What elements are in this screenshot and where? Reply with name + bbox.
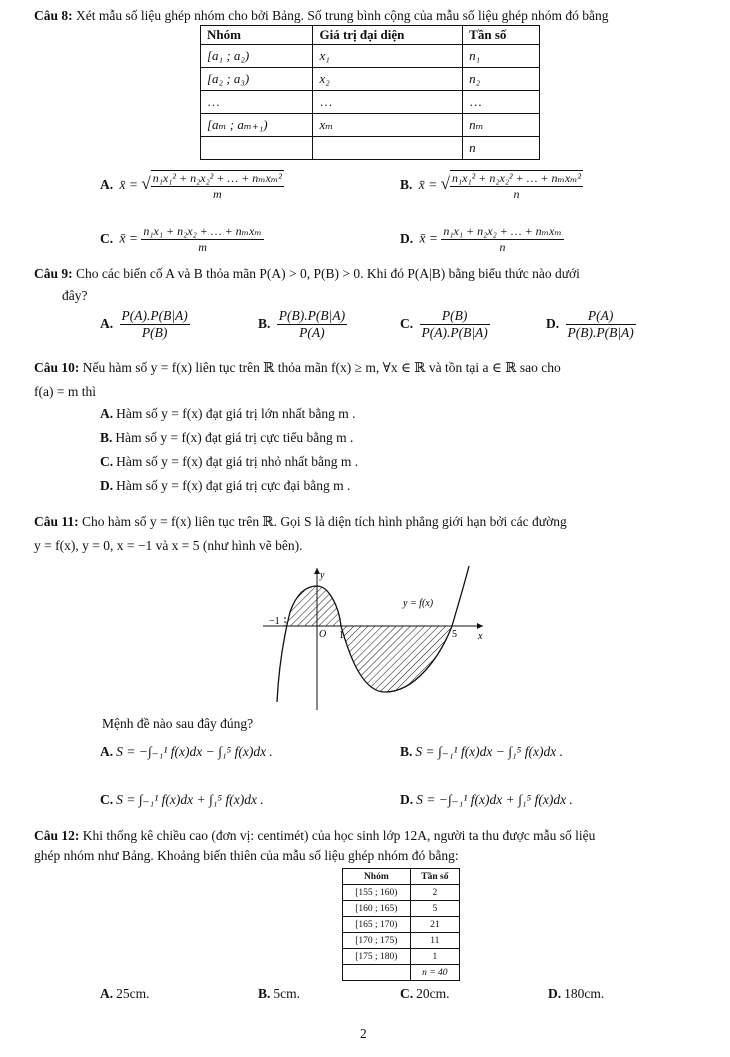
q11-text2: y = f(x), y = 0, x = −1 và x = 5 (như hình vẽ bên). (34, 538, 303, 553)
q10-option-c[interactable]: C. Hàm số y = f(x) đạt giá trị nhỏ nhất bằng m . (100, 454, 359, 469)
table-row: [aₘ ; aₘ₊₁) xₘ nₘ (201, 114, 540, 137)
table-row: n (201, 137, 540, 160)
q11-option-c[interactable]: C. S = ∫₋₁¹ f(x)dx + ∫₁⁵ f(x)dx . (100, 792, 264, 807)
q8-option-b[interactable]: B. x̄ = √ $\frac{\text{n₁x₁² + n₂x₂² + … + nₘxₘ²}}{n}$ (400, 171, 582, 201)
table-row: [a₁ ; a₂) x₁ n₁ (201, 45, 540, 68)
q12-option-c[interactable]: C. 20cm. (400, 986, 450, 1001)
table-header: Nhóm (201, 26, 313, 45)
q12-option-d[interactable]: D. 180cm. (548, 986, 605, 1001)
tick-5: 5 (452, 629, 457, 640)
q12-text2: ghép nhóm như Bảng. Khoảng biến thiên của mẫu số liệu ghép nhóm đó bằng: (34, 848, 459, 863)
q9-stem (34, 266, 580, 282)
q8-table (200, 25, 540, 160)
y-axis-label: y (320, 570, 325, 581)
origin-label: O (319, 629, 327, 640)
page-number: 2 (360, 1026, 367, 1041)
q10-text: Nếu hàm số y = f(x) liên tục trên ℝ thỏa mãn f(x) ≥ m, ∀x ∈ ℝ và tồn tại a ∈ ℝ sao cho (82, 360, 561, 375)
q9-text2: đây? (62, 288, 88, 303)
table-row: [a₂ ; a₃) x₂ n₂ (201, 68, 540, 91)
q9-text: Cho các biến cố A và B thỏa mãn P(A) > 0, P(B) > 0. Khi đó P(A|B) bằng biểu thức nào dưới (76, 266, 580, 281)
q8-label: Câu 8: (34, 8, 73, 23)
q9-option-c[interactable]: C. $\frac{P(B)}{P(A).P(B|A)}$ (400, 308, 488, 340)
q12-text: Khi thống kê chiều cao (đơn vị: centimét) của học sinh lớp 12A, người ta thu được mẫu số liệu (82, 828, 596, 843)
table-row: [165 ; 170) 21 (343, 917, 460, 933)
q8-text: Xét mẫu số liệu ghép nhóm cho bởi Bảng. Số trung bình cộng của mẫu số liệu ghép nhóm đó bằng (76, 8, 609, 23)
q12-table (342, 868, 460, 981)
table-row: [175 ; 180) 1 (343, 949, 460, 965)
q11-label: Câu 11: (34, 514, 79, 529)
q10-label: Câu 10: (34, 360, 80, 375)
q9-option-d[interactable]: D. $\frac{P(A)}{P(B).P(B|A)}$ (546, 308, 634, 340)
q12-label: Câu 12: (34, 828, 80, 843)
q11-graph (255, 562, 490, 712)
table-row: [170 ; 175) 11 (343, 933, 460, 949)
q12-option-a[interactable]: A. 25cm. (100, 986, 150, 1001)
tick-neg1: −1 (269, 616, 280, 627)
q8-option-c[interactable]: C. x̄ = $\frac{\text{n₁x₁ + n₂x₂ + … + nₘxₘ}}{m}$ (100, 224, 262, 254)
q11-option-d[interactable]: D. S = −∫₋₁¹ f(x)dx + ∫₁⁵ f(x)dx . (400, 792, 573, 807)
curve-label: y = f(x) (403, 598, 434, 609)
q8-stem (34, 8, 608, 24)
q12-option-b[interactable]: B. 5cm. (258, 986, 301, 1001)
q10-text2: f(a) = m thì (34, 384, 96, 399)
q11-option-b[interactable]: B. S = ∫₋₁¹ f(x)dx − ∫₁⁵ f(x)dx . (400, 744, 563, 759)
q10-option-a[interactable]: A. Hàm số y = f(x) đạt giá trị lớn nhất bằng m . (100, 406, 356, 421)
table-header: Tần số (463, 26, 540, 45)
q9-option-b[interactable]: B. $\frac{P(B).P(B|A)}{P(A)}$ (258, 308, 346, 340)
q11-text: Cho hàm số y = f(x) liên tục trên ℝ. Gọi S là diện tích hình phẳng giới hạn bởi các đường (82, 514, 567, 529)
q10-option-b[interactable]: B. Hàm số y = f(x) đạt giá trị cực tiểu bằng m . (100, 430, 354, 445)
table-row: [155 ; 160) 2 (343, 885, 460, 901)
q9-option-a[interactable]: A. $\frac{P(A).P(B|A)}{P(B)}$ (100, 308, 188, 340)
table-row: … … … (201, 91, 540, 114)
q10-stem (34, 360, 561, 376)
q11-question: Mệnh đề nào sau đây đúng? (102, 716, 254, 731)
q11-stem (34, 514, 567, 530)
table-row: [160 ; 165) 5 (343, 901, 460, 917)
shaded-region-left (285, 586, 341, 626)
q9-label: Câu 9: (34, 266, 73, 281)
table-header: Giá trị đại diện (313, 26, 463, 45)
q12-stem (34, 828, 595, 844)
tick-1: 1 (339, 630, 344, 641)
table-row: n = 40 (343, 965, 460, 981)
q10-option-d[interactable]: D. Hàm số y = f(x) đạt giá trị cực đại bằng m . (100, 478, 351, 493)
q8-option-a[interactable]: A. x̄ = √ $\frac{\text{n₁x₁² + n₂x₂² + … + nₘxₘ²}}{m}$ (100, 171, 282, 201)
table-header: Nhóm (343, 869, 411, 885)
q11-option-a[interactable]: A. S = −∫₋₁¹ f(x)dx − ∫₁⁵ f(x)dx . (100, 744, 273, 759)
q8-option-d[interactable]: D. x̄ = $\frac{\text{n₁x₁ + n₂x₂ + … + nₘxₘ}}{n}$ (400, 224, 562, 254)
table-header: Tần số (410, 869, 459, 885)
x-axis-label: x (478, 631, 483, 642)
